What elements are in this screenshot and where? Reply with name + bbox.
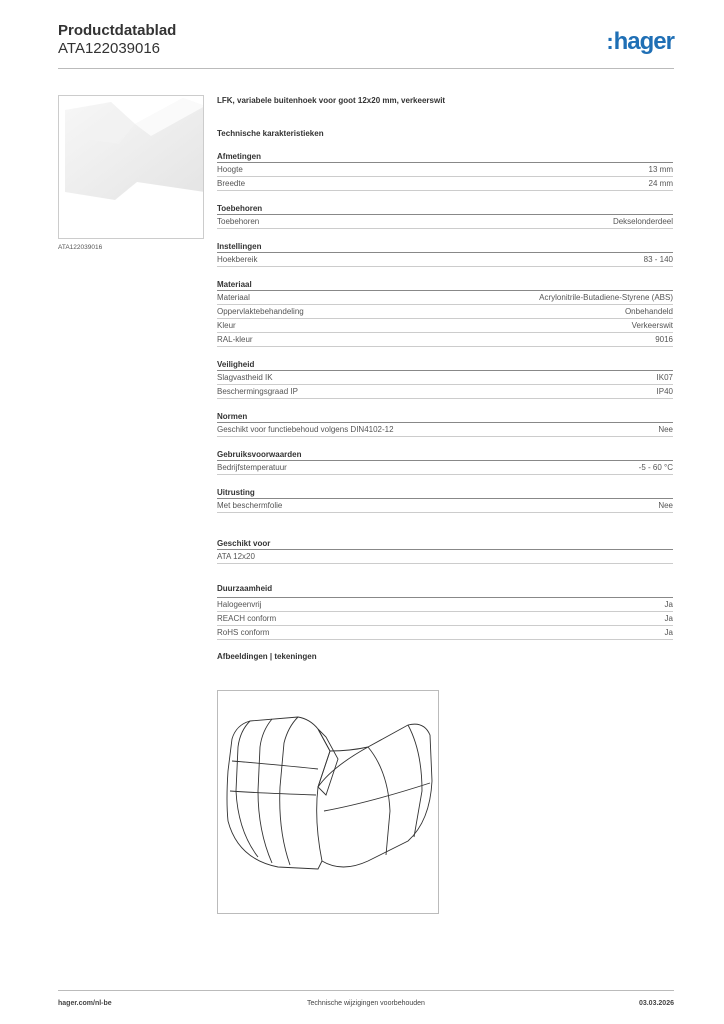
spec-label: ATA 12x20: [217, 552, 255, 561]
section-title: Afmetingen: [217, 151, 673, 163]
spec-row: [217, 550, 673, 564]
spec-row: [217, 461, 673, 475]
header-divider: [58, 68, 674, 69]
spec-label: Oppervlaktebehandeling: [217, 307, 304, 316]
spec-value: IK07: [656, 373, 673, 382]
corner-drawing-icon: [218, 691, 440, 915]
section-gebruiksvoorwaarden: [217, 449, 673, 475]
spec-label: RoHS conform: [217, 628, 270, 637]
logo-dots-icon: :: [606, 29, 613, 54]
technical-drawing: [217, 690, 439, 914]
spec-label: Materiaal: [217, 293, 250, 302]
spec-row: [217, 333, 673, 347]
spec-value: Ja: [664, 600, 673, 609]
spec-label: Met beschermfolie: [217, 501, 283, 510]
section-uitrusting: [217, 487, 673, 513]
section-toebehoren: [217, 203, 673, 229]
images-heading: Afbeeldingen | tekeningen: [217, 652, 317, 661]
section-title: Geschikt voor: [217, 538, 673, 550]
spec-value: 83 - 140: [643, 255, 673, 264]
spec-row: [217, 319, 673, 333]
section-geschikt-voor: [217, 538, 673, 564]
spec-label: Hoekbereik: [217, 255, 258, 264]
spec-value: Dekselonderdeel: [612, 217, 673, 226]
spec-value: 13 mm: [648, 165, 673, 174]
section-title: Duurzaamheid: [217, 576, 673, 598]
section-normen: [217, 411, 673, 437]
spec-value: Ja: [664, 628, 673, 637]
section-afmetingen: [217, 151, 673, 191]
spec-label: RAL-kleur: [217, 335, 253, 344]
spec-label: Halogeenvrij: [217, 600, 262, 609]
hager-logo: [606, 28, 674, 56]
section-title: Instellingen: [217, 241, 673, 253]
spec-row: [217, 163, 673, 177]
footer-date: 03.03.2026: [638, 1000, 674, 1007]
footer-disclaimer: Technische wijzigingen voorbehouden: [307, 1000, 425, 1007]
product-code: ATA122039016: [58, 40, 161, 57]
footer-website: hager.com/nl-be: [58, 1000, 112, 1007]
spec-label: Bedrijfstemperatuur: [217, 463, 287, 472]
section-title: Veiligheid: [217, 359, 673, 371]
section-materiaal: [217, 279, 673, 347]
spec-row: [217, 612, 673, 626]
spec-row: [217, 291, 673, 305]
spec-label: Breedte: [217, 179, 246, 188]
logo-text: hager: [613, 28, 674, 55]
spec-label: Kleur: [217, 321, 236, 330]
section-title: Gebruiksvoorwaarden: [217, 449, 673, 461]
product-photo: [58, 95, 204, 239]
spec-label: Beschermingsgraad IP: [217, 387, 298, 396]
spec-row: [217, 305, 673, 319]
product-photo-icon: [59, 96, 204, 239]
spec-label: Toebehoren: [217, 217, 260, 226]
spec-row: [217, 371, 673, 385]
spec-row: [217, 423, 673, 437]
spec-row: [217, 499, 673, 513]
spec-value: Onbehandeld: [624, 307, 673, 316]
spec-label: REACH conform: [217, 614, 277, 623]
spec-value: Ja: [664, 614, 673, 623]
section-duurzaamheid: [217, 576, 673, 640]
document-title: Productdatablad: [58, 22, 177, 39]
tech-heading: Technische karakteristieken: [217, 129, 324, 138]
spec-row: [217, 385, 673, 399]
spec-label: Hoogte: [217, 165, 243, 174]
spec-row: [217, 177, 673, 191]
spec-label: Slagvastheid IK: [217, 373, 273, 382]
spec-value: 24 mm: [648, 179, 673, 188]
spec-label: Geschikt voor functiebehoud volgens DIN4102-12: [217, 425, 394, 434]
spec-value: IP40: [656, 387, 673, 396]
spec-row: [217, 626, 673, 640]
section-instellingen: [217, 241, 673, 267]
spec-value: Verkeerswit: [631, 321, 673, 330]
section-title: Normen: [217, 411, 673, 423]
footer-divider: [58, 990, 674, 991]
image-caption: ATA122039016: [58, 244, 103, 251]
section-title: Uitrusting: [217, 487, 673, 499]
product-description: LFK, variabele buitenhoek voor goot 12x20 mm, verkeerswit: [217, 96, 446, 105]
spec-row: [217, 598, 673, 612]
spec-value: 9016: [655, 335, 673, 344]
spec-row: [217, 215, 673, 229]
spec-value: -5 - 60 °C: [638, 463, 673, 472]
section-title: Materiaal: [217, 279, 673, 291]
spec-value: Nee: [658, 425, 673, 434]
section-veiligheid: [217, 359, 673, 399]
spec-value: Acrylonitrile-Butadiene-Styrene (ABS): [539, 293, 673, 302]
section-title: Toebehoren: [217, 203, 673, 215]
document-header: [58, 22, 674, 66]
spec-value: Nee: [658, 501, 673, 510]
spec-row: [217, 253, 673, 267]
spec-content: [217, 96, 673, 674]
